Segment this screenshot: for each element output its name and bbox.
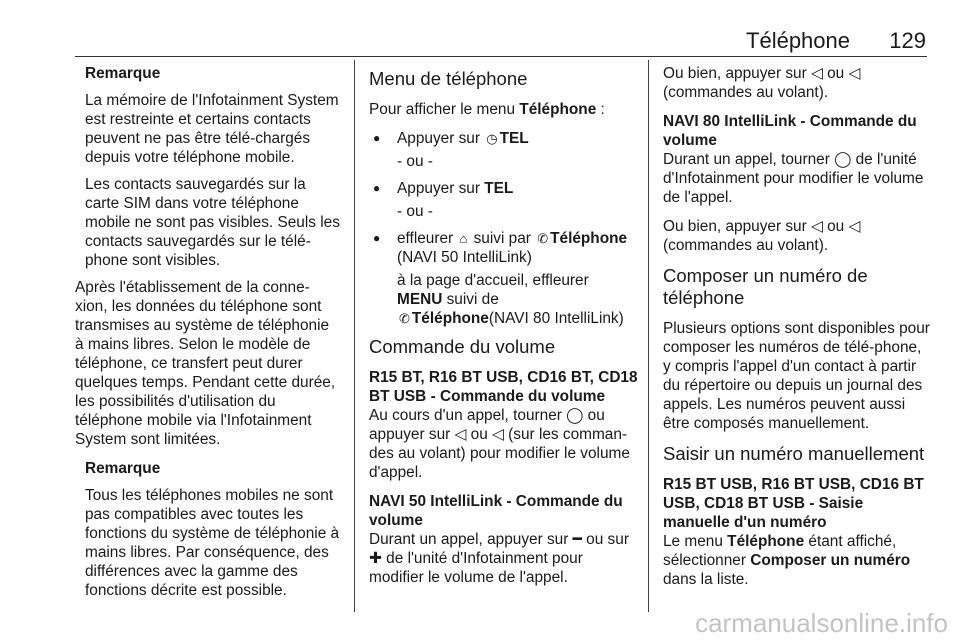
phone-button-icon: ◷	[486, 131, 498, 146]
header-divider	[75, 56, 927, 57]
note-text: Les contacts sauvegardés sur la carte SIM dans votre téléphone mobile ne sont pas visibles. Seuls les contacts sauvegardés sur le télé‐phone sont visibles.	[85, 176, 340, 269]
watermark: carmanualsonline.info	[695, 608, 948, 638]
note-title: Remarque	[85, 65, 161, 82]
note-compatibility	[85, 459, 340, 600]
heading-dial-number: Composer un numéro de téléphone	[663, 265, 868, 308]
column-right	[663, 64, 933, 599]
subheading-r15: R15 BT, R16 BT USB, CD16 BT, CD18 BT USB - Commande du volume	[369, 369, 638, 405]
paragraph-volume-r15: Au cours d'un appel, tourner ◯ ou appuyer sur ◁ ou ◁ (sur les comman‐des au volant) pour modifier le volume d'appel.	[369, 407, 630, 481]
note-title: Remarque	[85, 460, 161, 477]
subheading-navi50: NAVI 50 IntelliLink - Commande du volume	[369, 493, 623, 529]
paragraph-manual: Le menu Téléphone étant affiché, sélectionner Composer un numéro dans la liste.	[663, 533, 911, 588]
phone-icon: ✆	[399, 311, 410, 326]
list-item: ● Appuyer sur ◷ TEL - ou -	[369, 129, 639, 171]
paragraph-dial-options: Plusieurs options sont disponibles pour composer les numéros de télé‐phone, y compris l'appel d'un contact à partir du répertoire ou depuis un journal des appels. Les numéros peuvent aussi être composés manuellement.	[663, 320, 930, 432]
column-divider-2	[648, 60, 649, 612]
list-item: ● Appuyer sur TEL - ou -	[369, 179, 639, 221]
paragraph-steering: Ou bien, appuyer sur ◁ ou ◁ (commandes au volant).	[663, 65, 861, 101]
intro-text: Pour afficher le menu Téléphone :	[369, 101, 605, 118]
paragraph-volume-navi50: Durant un appel, appuyer sur ━ ou sur ✚ de l'unité d'Infotainment pour modifier le volume de l'appel.	[369, 531, 629, 586]
phone-icon: ✆	[537, 231, 549, 246]
page-number: 129	[889, 28, 926, 53]
paragraph-steering-2: Ou bien, appuyer sur ◁ ou ◁ (commandes au volant).	[663, 218, 861, 254]
column-divider-1	[354, 60, 355, 612]
heading-manual-entry: Saisir un numéro manuellement	[663, 443, 925, 464]
subheading-navi80: NAVI 80 IntelliLink - Commande du volume	[663, 113, 917, 149]
heading-volume: Commande du volume	[369, 336, 556, 357]
page-title: Téléphone	[746, 28, 850, 53]
note-memory	[85, 64, 340, 270]
subheading-manual: R15 BT USB, R16 BT USB, CD16 BT USB, CD18 BT USB - Saisie manuelle d'un numéro	[663, 476, 924, 531]
heading-phone-menu: Menu de téléphone	[369, 68, 528, 89]
note-text: Tous les téléphones mobiles ne sont pas compatibles avec toutes les fonctions du système de téléphonie à mains libres. Par conséquence, des différences avec la gamme des fonctions décrite est possible.	[85, 487, 340, 599]
list-item: ● effleurer ⌂ suivi par ✆ Téléphone (NAVI 50 IntelliLink) à la page d'accueil, effleurer MENU suivi de ✆ Téléphone(NAVI 80 IntelliLink)	[369, 229, 639, 328]
instruction-list	[369, 129, 639, 328]
note-text: La mémoire de l'Infotainment System est restreinte et certains contacts peuvent ne pas être télé‐chargés depuis votre téléphone mobile.	[85, 92, 339, 166]
column-middle	[369, 64, 639, 597]
column-left	[75, 64, 340, 608]
home-icon: ⌂	[459, 231, 468, 246]
paragraph-connection: Après l'établissement de la conne‐xion, les données du téléphone sont transmises au système de téléphonie à mains libres. Selon le modèle de téléphone, ce transfert peut durer quelques temps. Pendant cette durée, les possibilités d'utilisation du téléphone mobile via l'Infotainment System sont limitées.	[75, 279, 336, 448]
paragraph-volume-navi80: Durant un appel, tourner ◯ de l'unité d'Infotainment pour modifier le volume de l'appel.	[663, 151, 924, 206]
